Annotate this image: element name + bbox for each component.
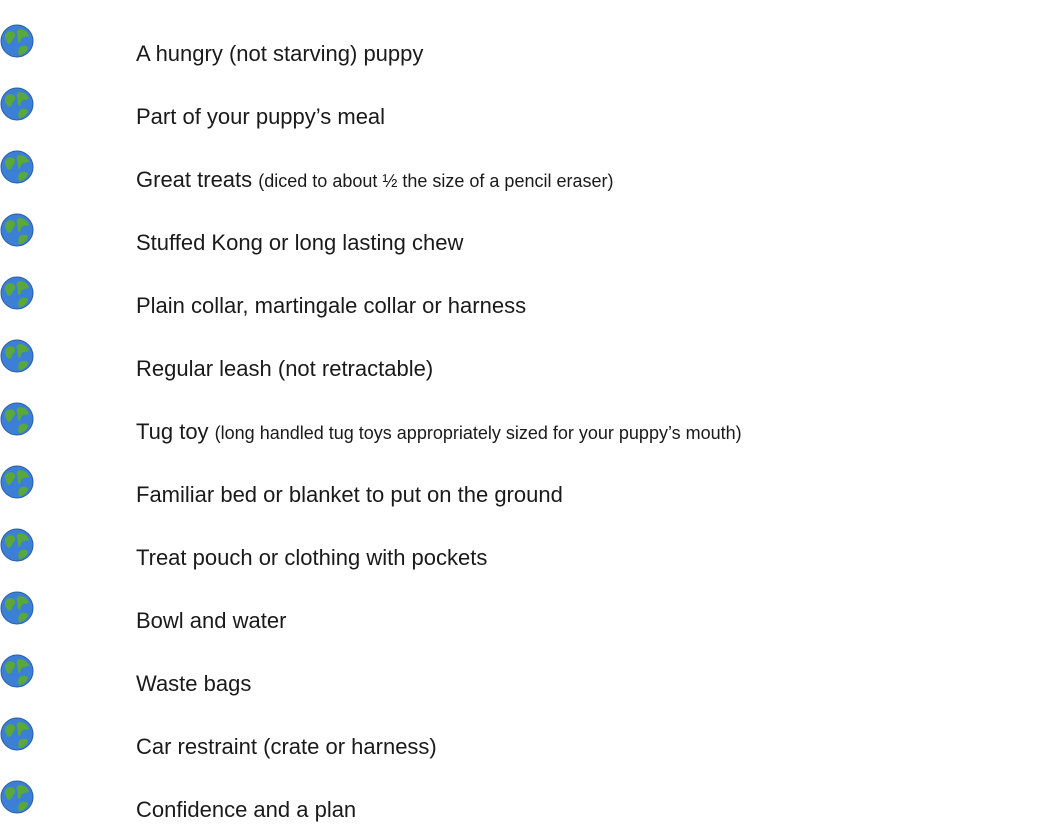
list-item: [0, 294, 1043, 334]
item-label: Plain collar, martingale collar or harness: [136, 293, 527, 318]
item-label: Great treats: [136, 167, 259, 192]
item-label: Tug toy: [136, 419, 215, 444]
globe-icon: [0, 780, 34, 814]
item-text: [136, 483, 563, 508]
globe-icon: [0, 87, 34, 121]
list-item: [0, 672, 1043, 712]
globe-icon: [0, 213, 34, 247]
globe-icon: [0, 465, 34, 499]
item-note: (long handled tug toys appropriately sized for your puppy’s mouth): [214, 423, 742, 443]
globe-icon: [0, 528, 34, 562]
item-label: Familiar bed or blanket to put on the ground: [136, 482, 563, 507]
list-item: [0, 483, 1043, 523]
list-item: [0, 105, 1043, 145]
list-item: [0, 546, 1043, 586]
globe-icon: [0, 150, 34, 184]
item-label: Car restraint (crate or harness): [136, 734, 437, 759]
item-label: Bowl and water: [136, 608, 287, 633]
item-label: Regular leash (not retractable): [136, 356, 434, 381]
list-item: [0, 735, 1043, 775]
list-item: [0, 609, 1043, 649]
item-label: Waste bags: [136, 671, 252, 696]
list-item: [0, 168, 1043, 208]
globe-icon: [0, 276, 34, 310]
item-text: [136, 546, 487, 571]
item-text: [136, 420, 742, 445]
item-label: Part of your puppy’s meal: [136, 104, 386, 129]
item-text: [136, 294, 526, 319]
item-text: [136, 168, 613, 193]
item-text: [136, 672, 251, 697]
item-text: [136, 231, 463, 256]
item-text: [136, 357, 433, 382]
item-text: [136, 609, 286, 634]
item-label: Treat pouch or clothing with pockets: [136, 545, 488, 570]
item-text: [136, 735, 437, 760]
globe-icon: [0, 24, 34, 58]
globe-icon: [0, 591, 34, 625]
list-item: [0, 231, 1043, 271]
globe-icon: [0, 402, 34, 436]
globe-icon: [0, 717, 34, 751]
item-text: [136, 42, 423, 67]
list-item: [0, 357, 1043, 397]
item-label: A hungry (not starving) puppy: [136, 41, 424, 66]
globe-icon: [0, 339, 34, 373]
item-note: (diced to about ½ the size of a pencil eraser): [258, 171, 614, 191]
item-label: Stuffed Kong or long lasting chew: [136, 230, 464, 255]
item-text: [136, 798, 356, 823]
list-item: [0, 42, 1043, 82]
list-item: [0, 798, 1043, 838]
list-item: [0, 420, 1043, 460]
item-label: Confidence and a plan: [136, 797, 357, 822]
globe-icon: [0, 654, 34, 688]
item-text: [136, 105, 385, 130]
